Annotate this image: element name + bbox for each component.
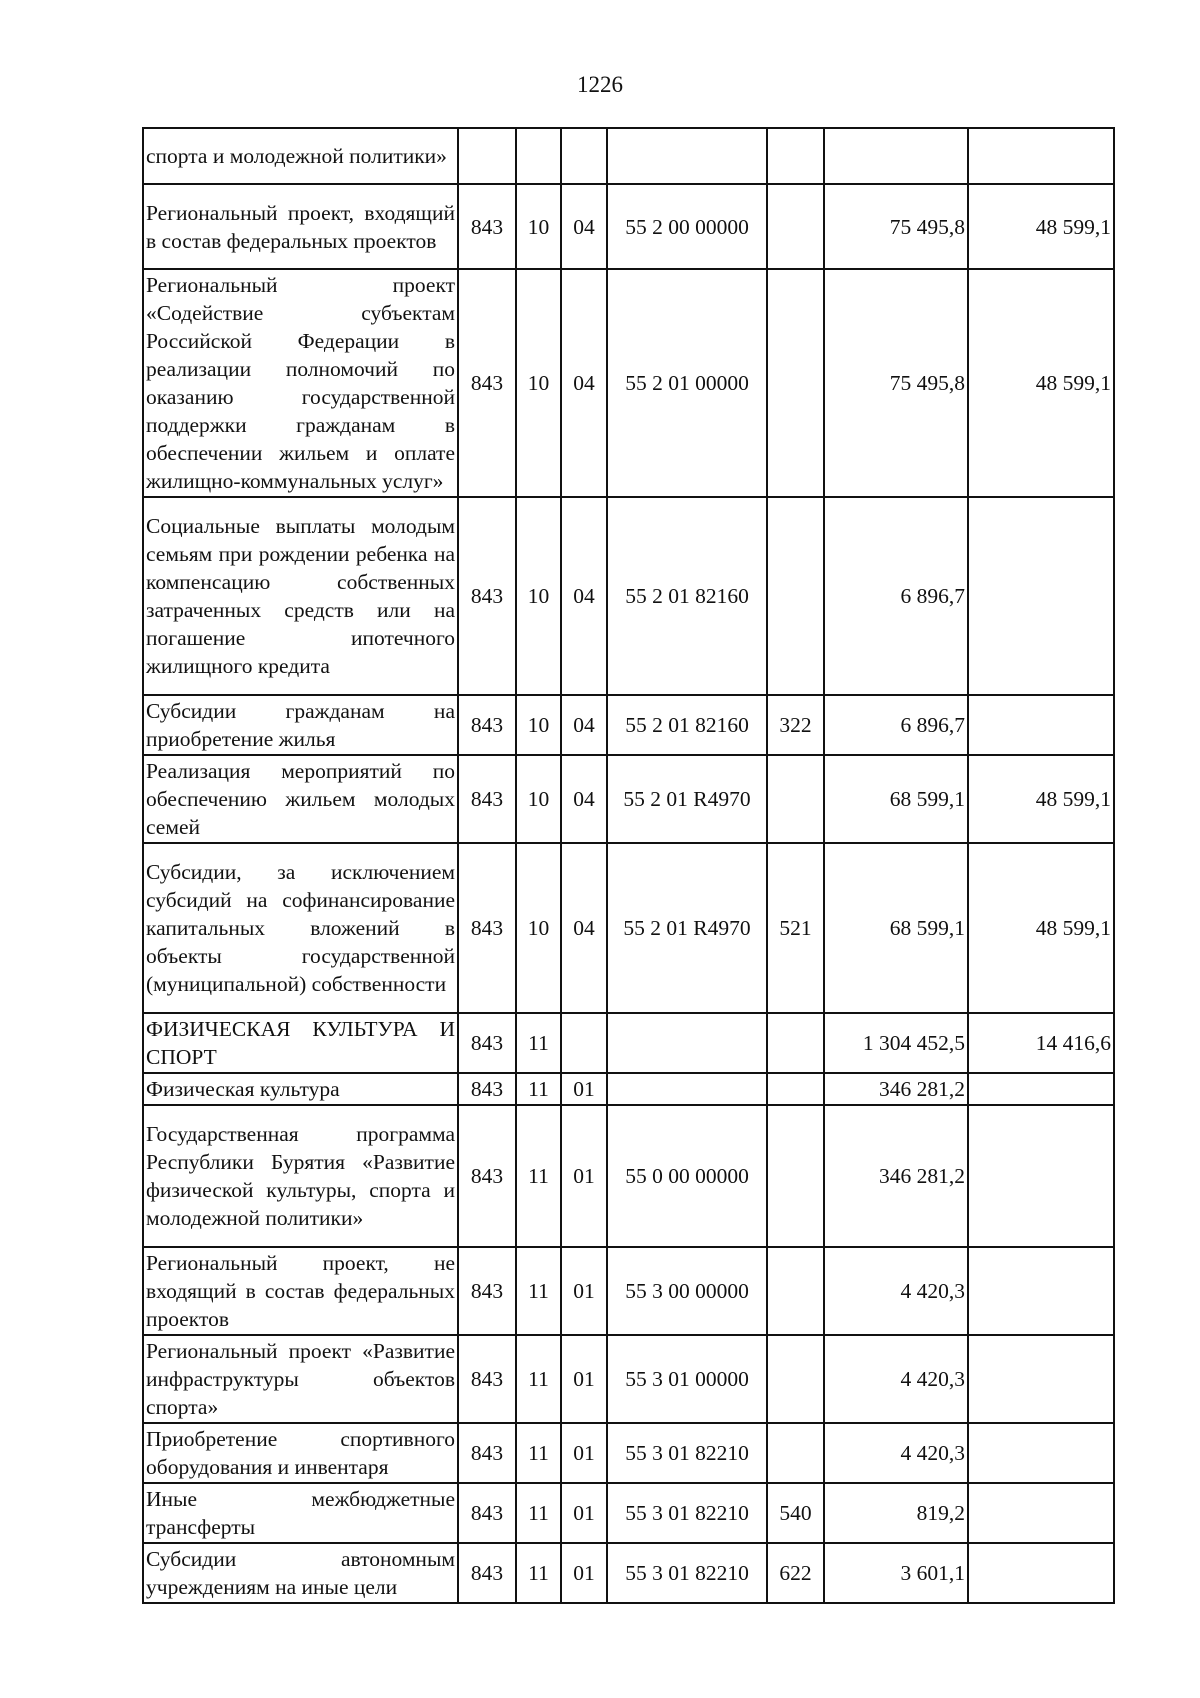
- row-name: Региональный проект «Содействие субъектам Российской Федерации в реализации полномочий по оказанию государственной поддержки гражданам в обеспечении жильем и оплате жилищно-коммунальных услуг»: [143, 269, 458, 497]
- row-subsection: 04: [561, 843, 607, 1013]
- table-row: [143, 1013, 1114, 1073]
- row-amount-federal: 48 599,1: [968, 843, 1114, 1013]
- row-target-article: 55 2 01 82160: [607, 497, 767, 695]
- row-amount-federal: 48 599,1: [968, 184, 1114, 269]
- row-amount: 6 896,7: [824, 497, 968, 695]
- row-subsection: 01: [561, 1247, 607, 1335]
- row-name: Приобретение спортивного оборудования и инвентаря: [143, 1423, 458, 1483]
- row-expense-type: 540: [767, 1483, 824, 1543]
- row-gr-code: 843: [458, 1105, 516, 1247]
- row-subsection: 04: [561, 755, 607, 843]
- row-expense-type: 622: [767, 1543, 824, 1603]
- row-section: 10: [516, 695, 561, 755]
- row-target-article: 55 2 01 R4970: [607, 755, 767, 843]
- row-subsection: 01: [561, 1483, 607, 1543]
- row-section: 10: [516, 184, 561, 269]
- row-subsection: 04: [561, 184, 607, 269]
- row-target-article: 55 0 00 00000: [607, 1105, 767, 1247]
- row-amount: 819,2: [824, 1483, 968, 1543]
- row-name: ФИЗИЧЕСКАЯ КУЛЬТУРА И СПОРТ: [143, 1013, 458, 1073]
- table-row: [143, 184, 1114, 269]
- row-expense-type: [767, 1073, 824, 1105]
- row-expense-type: [767, 1013, 824, 1073]
- row-expense-type: [767, 1335, 824, 1423]
- row-section: 11: [516, 1483, 561, 1543]
- row-gr-code: 843: [458, 184, 516, 269]
- row-expense-type: [767, 128, 824, 184]
- row-gr-code: 843: [458, 497, 516, 695]
- row-target-article: 55 2 01 R4970: [607, 843, 767, 1013]
- row-amount-federal: [968, 1543, 1114, 1603]
- table-row: [143, 755, 1114, 843]
- row-name: Региональный проект, входящий в состав федеральных проектов: [143, 184, 458, 269]
- row-amount: 4 420,3: [824, 1247, 968, 1335]
- row-target-article: 55 2 00 00000: [607, 184, 767, 269]
- table-row: [143, 1423, 1114, 1483]
- row-target-article: [607, 1073, 767, 1105]
- row-amount: 6 896,7: [824, 695, 968, 755]
- row-expense-type: [767, 497, 824, 695]
- row-amount: 68 599,1: [824, 755, 968, 843]
- row-expense-type: 322: [767, 695, 824, 755]
- row-gr-code: 843: [458, 843, 516, 1013]
- row-gr-code: 843: [458, 755, 516, 843]
- row-gr-code: [458, 128, 516, 184]
- row-amount: 346 281,2: [824, 1073, 968, 1105]
- row-name: Субсидии автономным учреждениям на иные цели: [143, 1543, 458, 1603]
- row-expense-type: [767, 269, 824, 497]
- row-amount: 4 420,3: [824, 1423, 968, 1483]
- row-expense-type: [767, 184, 824, 269]
- table-row: [143, 1073, 1114, 1105]
- row-target-article: 55 3 01 82210: [607, 1543, 767, 1603]
- row-amount-federal: [968, 1073, 1114, 1105]
- row-name: Реализация мероприятий по обеспечению жильем молодых семей: [143, 755, 458, 843]
- row-subsection: 01: [561, 1335, 607, 1423]
- row-section: 11: [516, 1423, 561, 1483]
- row-amount: 1 304 452,5: [824, 1013, 968, 1073]
- row-name: Субсидии, за исключением субсидий на софинансирование капитальных вложений в объекты государственной (муниципальной) собственности: [143, 843, 458, 1013]
- row-target-article: 55 3 01 82210: [607, 1423, 767, 1483]
- row-gr-code: 843: [458, 1543, 516, 1603]
- row-subsection: 01: [561, 1543, 607, 1603]
- row-subsection: 04: [561, 695, 607, 755]
- table-row: [143, 1543, 1114, 1603]
- row-name: спорта и молодежной политики»: [143, 128, 458, 184]
- row-expense-type: [767, 1105, 824, 1247]
- row-subsection: 04: [561, 497, 607, 695]
- row-amount: 68 599,1: [824, 843, 968, 1013]
- row-amount: 75 495,8: [824, 269, 968, 497]
- row-name: Государственная программа Республики Бурятия «Развитие физической культуры, спорта и молодежной политики»: [143, 1105, 458, 1247]
- row-gr-code: 843: [458, 1073, 516, 1105]
- table-row: [143, 128, 1114, 184]
- row-amount-federal: 14 416,6: [968, 1013, 1114, 1073]
- row-section: 11: [516, 1105, 561, 1247]
- row-gr-code: 843: [458, 1483, 516, 1543]
- table-row: [143, 1483, 1114, 1543]
- row-section: 11: [516, 1073, 561, 1105]
- row-gr-code: 843: [458, 1423, 516, 1483]
- row-gr-code: 843: [458, 269, 516, 497]
- budget-table: [142, 127, 1115, 1604]
- row-amount: 346 281,2: [824, 1105, 968, 1247]
- table-row: [143, 269, 1114, 497]
- row-expense-type: [767, 1247, 824, 1335]
- row-section: 11: [516, 1543, 561, 1603]
- row-amount-federal: [968, 1247, 1114, 1335]
- row-subsection: 01: [561, 1105, 607, 1247]
- table-row: [143, 1247, 1114, 1335]
- row-amount-federal: [968, 695, 1114, 755]
- row-subsection: [561, 1013, 607, 1073]
- table-row: [143, 1105, 1114, 1247]
- row-name: Иные межбюджетные трансферты: [143, 1483, 458, 1543]
- row-subsection: 01: [561, 1073, 607, 1105]
- table-row: [143, 695, 1114, 755]
- row-name: Региональный проект «Развитие инфраструктуры объектов спорта»: [143, 1335, 458, 1423]
- row-expense-type: 521: [767, 843, 824, 1013]
- table-row: [143, 1335, 1114, 1423]
- row-target-article: 55 3 01 82210: [607, 1483, 767, 1543]
- row-amount-federal: [968, 128, 1114, 184]
- row-subsection: 01: [561, 1423, 607, 1483]
- row-target-article: 55 2 01 82160: [607, 695, 767, 755]
- row-gr-code: 843: [458, 1013, 516, 1073]
- row-amount: 3 601,1: [824, 1543, 968, 1603]
- row-gr-code: 843: [458, 1335, 516, 1423]
- row-expense-type: [767, 1423, 824, 1483]
- row-subsection: 04: [561, 269, 607, 497]
- row-section: 10: [516, 843, 561, 1013]
- row-amount: [824, 128, 968, 184]
- row-amount: 75 495,8: [824, 184, 968, 269]
- row-section: 10: [516, 269, 561, 497]
- row-target-article: 55 3 01 00000: [607, 1335, 767, 1423]
- row-section: 11: [516, 1335, 561, 1423]
- row-amount-federal: [968, 1335, 1114, 1423]
- row-target-article: 55 3 00 00000: [607, 1247, 767, 1335]
- row-target-article: 55 2 01 00000: [607, 269, 767, 497]
- table-row: [143, 843, 1114, 1013]
- row-amount-federal: [968, 1423, 1114, 1483]
- table-row: [143, 497, 1114, 695]
- row-name: Социальные выплаты молодым семьям при рождении ребенка на компенсацию собственных затраченных средств или на погашение ипотечного жилищного кредита: [143, 497, 458, 695]
- row-gr-code: 843: [458, 695, 516, 755]
- row-name: Физическая культура: [143, 1073, 458, 1105]
- row-expense-type: [767, 755, 824, 843]
- row-amount: 4 420,3: [824, 1335, 968, 1423]
- table-body: [143, 128, 1114, 1603]
- row-section: 10: [516, 755, 561, 843]
- row-amount-federal: [968, 497, 1114, 695]
- row-name: Субсидии гражданам на приобретение жилья: [143, 695, 458, 755]
- row-amount-federal: [968, 1483, 1114, 1543]
- row-target-article: [607, 128, 767, 184]
- row-section: 11: [516, 1013, 561, 1073]
- row-gr-code: 843: [458, 1247, 516, 1335]
- row-section: 11: [516, 1247, 561, 1335]
- row-name: Региональный проект, не входящий в состав федеральных проектов: [143, 1247, 458, 1335]
- page-number: 1226: [577, 72, 623, 97]
- row-amount-federal: 48 599,1: [968, 755, 1114, 843]
- row-section: 10: [516, 497, 561, 695]
- row-amount-federal: [968, 1105, 1114, 1247]
- row-target-article: [607, 1013, 767, 1073]
- row-amount-federal: 48 599,1: [968, 269, 1114, 497]
- row-subsection: [561, 128, 607, 184]
- row-section: [516, 128, 561, 184]
